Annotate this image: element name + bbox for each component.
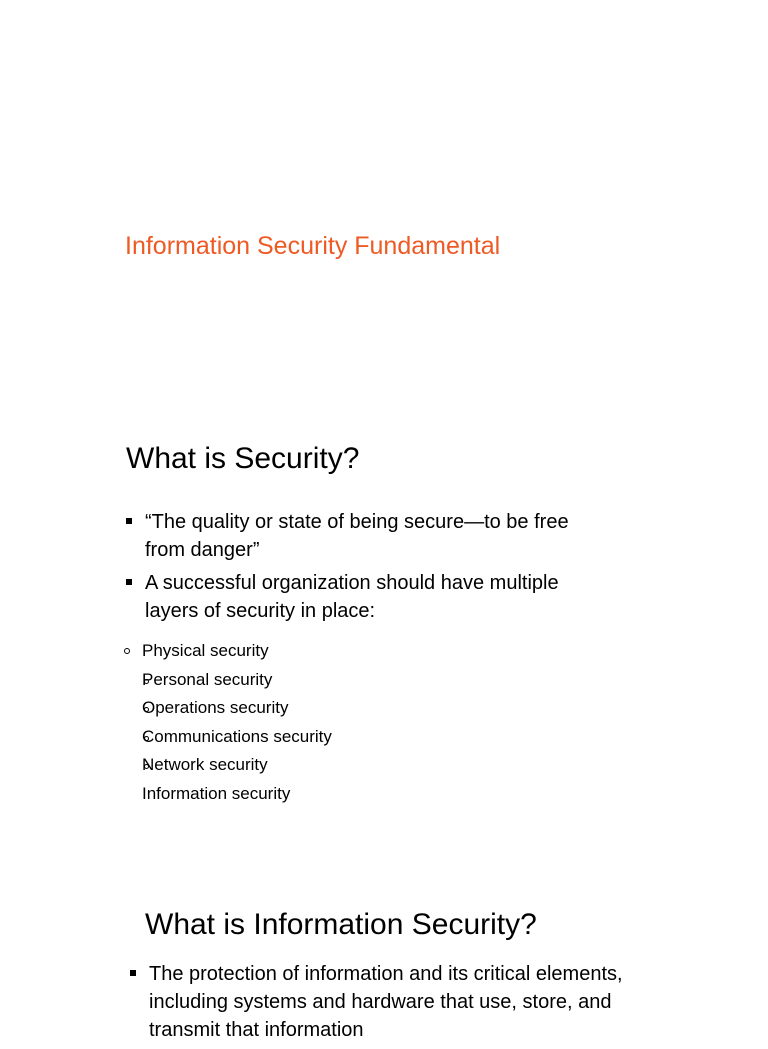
security-layers-list (124, 637, 332, 809)
circle-bullet-icon (144, 736, 149, 741)
layer-text: Physical security (142, 641, 269, 660)
bullet-text: “The quality or state of being secure—to be free from danger” (145, 511, 569, 561)
list-item (124, 694, 332, 723)
layer-text: Operations security (142, 698, 289, 718)
circle-bullet-icon (144, 679, 149, 684)
square-bullet-icon (126, 579, 132, 585)
list-item (124, 637, 332, 666)
list-item (130, 960, 650, 1044)
layer-text: Personal security (142, 669, 273, 689)
circle-bullet-icon (124, 648, 130, 654)
list-item (124, 666, 332, 695)
list-item (124, 723, 332, 752)
deck-title: Information Security Fundamental (125, 232, 501, 260)
layer-text: Network security (142, 755, 268, 775)
layer-text: Communications security (142, 726, 332, 746)
list-item (124, 751, 332, 780)
bullet-text: The protection of information and its critical elements, including systems and hardware that use, store, and transmit that information (149, 963, 623, 1041)
infosec-heading: What is Information Security? (145, 908, 537, 941)
square-bullet-icon (130, 970, 136, 976)
list-item (124, 780, 332, 809)
infosec-bullet-list (130, 960, 650, 1049)
square-bullet-icon (126, 518, 132, 524)
list-item (126, 569, 606, 625)
security-heading: What is Security? (126, 442, 360, 475)
security-bullet-list (126, 508, 606, 630)
list-item (126, 508, 606, 564)
bullet-text: A successful organization should have multiple layers of security in place: (145, 572, 559, 622)
layer-text: Information security (142, 783, 291, 803)
